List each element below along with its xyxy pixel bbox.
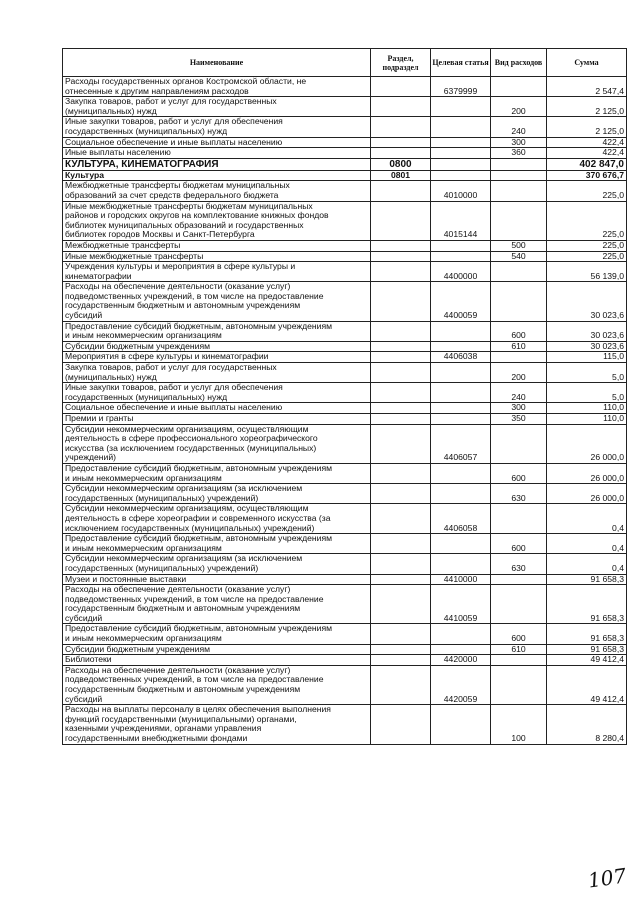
row-sum: 225,0 bbox=[547, 251, 627, 262]
row-sum: 0,4 bbox=[547, 534, 627, 554]
table-row bbox=[63, 170, 627, 181]
row-name: Иные закупки товаров, работ и услуг для обеспечения государственных (муниципальных) нужд bbox=[63, 383, 371, 403]
row-section: 0801 bbox=[371, 170, 431, 181]
table-row bbox=[63, 414, 627, 425]
row-sum: 2 547,4 bbox=[547, 77, 627, 97]
row-name: Социальное обеспечение и иные выплаты населению bbox=[63, 403, 371, 414]
row-sum: 225,0 bbox=[547, 201, 627, 240]
row-section bbox=[371, 321, 431, 341]
row-name: Расходы на обеспечение деятельности (оказание услуг) подведомственных учреждений, в том числе на предоставление государственным бюджетным и автономным учреждениям субсидий bbox=[63, 665, 371, 704]
row-kind bbox=[491, 504, 547, 534]
table-row bbox=[63, 665, 627, 704]
row-name: Музеи и постоянные выставки bbox=[63, 574, 371, 585]
header-article: Целевая статья bbox=[431, 49, 491, 77]
row-name: Субсидии некоммерческим организациям, осуществляющим деятельность в сфере профессионального хореографического искусства (за исключением государственных (муниципальных) учреждений) bbox=[63, 424, 371, 463]
row-section bbox=[371, 97, 431, 117]
row-article bbox=[431, 363, 491, 383]
row-sum: 5,0 bbox=[547, 363, 627, 383]
row-article: 4015144 bbox=[431, 201, 491, 240]
row-article bbox=[431, 403, 491, 414]
row-kind bbox=[491, 282, 547, 321]
row-sum: 370 676,7 bbox=[547, 170, 627, 181]
row-sum: 30 023,6 bbox=[547, 341, 627, 352]
table-header-row bbox=[63, 49, 627, 77]
row-kind bbox=[491, 158, 547, 170]
row-name: Закупка товаров, работ и услуг для государственных (муниципальных) нужд bbox=[63, 97, 371, 117]
row-sum: 115,0 bbox=[547, 352, 627, 363]
row-article bbox=[431, 341, 491, 352]
row-name: Субсидии некоммерческим организациям (за исключением государственных (муниципальных) учреждений) bbox=[63, 554, 371, 574]
row-kind bbox=[491, 170, 547, 181]
row-sum: 0,4 bbox=[547, 554, 627, 574]
table-row bbox=[63, 534, 627, 554]
row-sum: 26 000,0 bbox=[547, 424, 627, 463]
row-article bbox=[431, 705, 491, 744]
table-row bbox=[63, 624, 627, 644]
row-section bbox=[371, 262, 431, 282]
table-row bbox=[63, 117, 627, 137]
row-kind bbox=[491, 352, 547, 363]
table-row bbox=[63, 554, 627, 574]
row-article: 4010000 bbox=[431, 181, 491, 201]
row-section bbox=[371, 240, 431, 251]
row-kind: 300 bbox=[491, 137, 547, 148]
row-sum: 56 139,0 bbox=[547, 262, 627, 282]
table-row bbox=[63, 383, 627, 403]
table-row bbox=[63, 321, 627, 341]
row-section bbox=[371, 504, 431, 534]
row-kind: 200 bbox=[491, 363, 547, 383]
table-row bbox=[63, 585, 627, 624]
row-sum: 422,4 bbox=[547, 137, 627, 148]
row-section bbox=[371, 554, 431, 574]
budget-table bbox=[62, 48, 627, 745]
row-article bbox=[431, 251, 491, 262]
row-article bbox=[431, 137, 491, 148]
row-kind: 350 bbox=[491, 414, 547, 425]
row-sum: 110,0 bbox=[547, 414, 627, 425]
table-row bbox=[63, 424, 627, 463]
table-row bbox=[63, 341, 627, 352]
row-kind bbox=[491, 262, 547, 282]
table-row bbox=[63, 403, 627, 414]
row-kind: 240 bbox=[491, 383, 547, 403]
header-sum: Сумма bbox=[547, 49, 627, 77]
row-section bbox=[371, 137, 431, 148]
row-sum: 110,0 bbox=[547, 403, 627, 414]
row-name: Предоставление субсидий бюджетным, автономным учреждениям и иным некоммерческим организациям bbox=[63, 534, 371, 554]
header-section: Раздел, подраздел bbox=[371, 49, 431, 77]
row-sum: 225,0 bbox=[547, 240, 627, 251]
header-kind: Вид расходов bbox=[491, 49, 547, 77]
row-name: Субсидии бюджетным учреждениям bbox=[63, 341, 371, 352]
row-kind bbox=[491, 181, 547, 201]
table-row bbox=[63, 97, 627, 117]
row-name: Мероприятия в сфере культуры и кинематографии bbox=[63, 352, 371, 363]
row-name: Субсидии некоммерческим организациям (за исключением государственных (муниципальных) учреждений) bbox=[63, 484, 371, 504]
row-name: Предоставление субсидий бюджетным, автономным учреждениям и иным некоммерческим организациям bbox=[63, 624, 371, 644]
table-row bbox=[63, 363, 627, 383]
row-name: Межбюджетные трансферты бюджетам муниципальных образований за счет средств федерального бюджета bbox=[63, 181, 371, 201]
row-article: 4410059 bbox=[431, 585, 491, 624]
row-sum: 2 125,0 bbox=[547, 117, 627, 137]
row-name: Иные закупки товаров, работ и услуг для обеспечения государственных (муниципальных) нужд bbox=[63, 117, 371, 137]
row-article bbox=[431, 240, 491, 251]
row-article: 4400000 bbox=[431, 262, 491, 282]
row-name: Субсидии бюджетным учреждениям bbox=[63, 644, 371, 655]
row-name: Предоставление субсидий бюджетным, автономным учреждениям и иным некоммерческим организациям bbox=[63, 321, 371, 341]
row-sum: 225,0 bbox=[547, 181, 627, 201]
row-article bbox=[431, 554, 491, 574]
table-row bbox=[63, 484, 627, 504]
row-kind bbox=[491, 201, 547, 240]
row-kind: 360 bbox=[491, 148, 547, 159]
row-sum: 0,4 bbox=[547, 504, 627, 534]
row-article: 4420059 bbox=[431, 665, 491, 704]
row-name: Субсидии некоммерческим организациям, осуществляющим деятельность в сфере хореографии и современного искусства (за исключением государственных (муниципальных) учреждений) bbox=[63, 504, 371, 534]
row-sum: 5,0 bbox=[547, 383, 627, 403]
row-article: 4410000 bbox=[431, 574, 491, 585]
row-kind bbox=[491, 424, 547, 463]
row-article: 4406057 bbox=[431, 424, 491, 463]
row-sum: 30 023,6 bbox=[547, 321, 627, 341]
row-sum: 402 847,0 bbox=[547, 158, 627, 170]
row-article bbox=[431, 534, 491, 554]
table-row bbox=[63, 644, 627, 655]
row-article bbox=[431, 117, 491, 137]
row-article bbox=[431, 97, 491, 117]
row-kind: 240 bbox=[491, 117, 547, 137]
table-body bbox=[63, 77, 627, 745]
row-kind bbox=[491, 77, 547, 97]
row-kind: 100 bbox=[491, 705, 547, 744]
row-article bbox=[431, 383, 491, 403]
row-article bbox=[431, 414, 491, 425]
row-name: Иные межбюджетные трансферты bbox=[63, 251, 371, 262]
row-sum: 91 658,3 bbox=[547, 644, 627, 655]
row-section bbox=[371, 77, 431, 97]
row-name: Социальное обеспечение и иные выплаты населению bbox=[63, 137, 371, 148]
row-sum: 49 412,4 bbox=[547, 655, 627, 666]
row-sum: 2 125,0 bbox=[547, 97, 627, 117]
table-row bbox=[63, 352, 627, 363]
row-kind: 540 bbox=[491, 251, 547, 262]
row-section bbox=[371, 624, 431, 644]
row-sum: 26 000,0 bbox=[547, 463, 627, 483]
table-row bbox=[63, 137, 627, 148]
row-name: Культура bbox=[63, 170, 371, 181]
row-kind bbox=[491, 585, 547, 624]
row-article bbox=[431, 170, 491, 181]
row-sum: 30 023,6 bbox=[547, 282, 627, 321]
row-kind: 300 bbox=[491, 403, 547, 414]
table-row bbox=[63, 181, 627, 201]
table-row bbox=[63, 240, 627, 251]
table-row bbox=[63, 574, 627, 585]
row-name: Библиотеки bbox=[63, 655, 371, 666]
row-article: 4400059 bbox=[431, 282, 491, 321]
table-row bbox=[63, 705, 627, 744]
row-sum: 8 280,4 bbox=[547, 705, 627, 744]
row-kind: 610 bbox=[491, 644, 547, 655]
row-sum: 91 658,3 bbox=[547, 574, 627, 585]
row-section: 0800 bbox=[371, 158, 431, 170]
row-name: Учреждения культуры и мероприятия в сфере культуры и кинематографии bbox=[63, 262, 371, 282]
row-section bbox=[371, 463, 431, 483]
table-row bbox=[63, 262, 627, 282]
row-section bbox=[371, 148, 431, 159]
row-kind: 630 bbox=[491, 484, 547, 504]
row-article: 6379999 bbox=[431, 77, 491, 97]
row-name: Межбюджетные трансферты bbox=[63, 240, 371, 251]
row-kind bbox=[491, 655, 547, 666]
table-row bbox=[63, 463, 627, 483]
row-kind: 500 bbox=[491, 240, 547, 251]
row-article bbox=[431, 321, 491, 341]
row-kind: 630 bbox=[491, 554, 547, 574]
row-kind: 200 bbox=[491, 97, 547, 117]
row-section bbox=[371, 574, 431, 585]
header-name: Наименование bbox=[63, 49, 371, 77]
row-section bbox=[371, 665, 431, 704]
table-row bbox=[63, 201, 627, 240]
row-section bbox=[371, 705, 431, 744]
row-section bbox=[371, 251, 431, 262]
row-name: Премии и гранты bbox=[63, 414, 371, 425]
row-name: Иные межбюджетные трансферты бюджетам муниципальных районов и городских округов на комплектование книжных фондов библиотек муниципальных образований и государственных библиотек городов Москвы и Санкт-Петербурга bbox=[63, 201, 371, 240]
row-section bbox=[371, 383, 431, 403]
table-row bbox=[63, 148, 627, 159]
row-sum: 422,4 bbox=[547, 148, 627, 159]
row-section bbox=[371, 363, 431, 383]
row-article bbox=[431, 644, 491, 655]
row-section bbox=[371, 117, 431, 137]
row-section bbox=[371, 655, 431, 666]
row-section bbox=[371, 534, 431, 554]
table-row bbox=[63, 251, 627, 262]
row-article bbox=[431, 624, 491, 644]
row-kind bbox=[491, 574, 547, 585]
page-number: 107 bbox=[586, 863, 628, 893]
row-sum: 26 000,0 bbox=[547, 484, 627, 504]
row-kind: 610 bbox=[491, 341, 547, 352]
row-article: 4406058 bbox=[431, 504, 491, 534]
table-row bbox=[63, 282, 627, 321]
row-section bbox=[371, 414, 431, 425]
row-kind bbox=[491, 665, 547, 704]
row-sum: 49 412,4 bbox=[547, 665, 627, 704]
row-name: Иные выплаты населению bbox=[63, 148, 371, 159]
row-kind: 600 bbox=[491, 624, 547, 644]
row-sum: 91 658,3 bbox=[547, 585, 627, 624]
row-kind: 600 bbox=[491, 463, 547, 483]
row-name: Закупка товаров, работ и услуг для государственных (муниципальных) нужд bbox=[63, 363, 371, 383]
row-section bbox=[371, 282, 431, 321]
row-section bbox=[371, 484, 431, 504]
row-section bbox=[371, 181, 431, 201]
row-name: Расходы на обеспечение деятельности (оказание услуг) подведомственных учреждений, в том числе на предоставление государственным бюджетным и автономным учреждениям субсидий bbox=[63, 585, 371, 624]
row-sum: 91 658,3 bbox=[547, 624, 627, 644]
row-name: Расходы государственных органов Костромской области, не отнесенные к другим направлениям расходов bbox=[63, 77, 371, 97]
row-kind: 600 bbox=[491, 321, 547, 341]
row-article: 4406038 bbox=[431, 352, 491, 363]
row-name: Расходы на выплаты персоналу в целях обеспечения выполнения функций государственными (муниципальными) органами, казенными учреждениями, органами управления государственными внебюджетными фондами bbox=[63, 705, 371, 744]
row-kind: 600 bbox=[491, 534, 547, 554]
row-section bbox=[371, 585, 431, 624]
row-article bbox=[431, 463, 491, 483]
row-section bbox=[371, 424, 431, 463]
row-section bbox=[371, 403, 431, 414]
row-section bbox=[371, 644, 431, 655]
table-row bbox=[63, 655, 627, 666]
row-article bbox=[431, 484, 491, 504]
row-section bbox=[371, 341, 431, 352]
row-article: 4420000 bbox=[431, 655, 491, 666]
row-name: Предоставление субсидий бюджетным, автономным учреждениям и иным некоммерческим организациям bbox=[63, 463, 371, 483]
row-article bbox=[431, 158, 491, 170]
row-name: КУЛЬТУРА, КИНЕМАТОГРАФИЯ bbox=[63, 158, 371, 170]
row-section bbox=[371, 201, 431, 240]
row-name: Расходы на обеспечение деятельности (оказание услуг) подведомственных учреждений, в том числе на предоставление государственным бюджетным и автономным учреждениям субсидий bbox=[63, 282, 371, 321]
table-row bbox=[63, 158, 627, 170]
row-section bbox=[371, 352, 431, 363]
table-row bbox=[63, 504, 627, 534]
table-row bbox=[63, 77, 627, 97]
row-article bbox=[431, 148, 491, 159]
